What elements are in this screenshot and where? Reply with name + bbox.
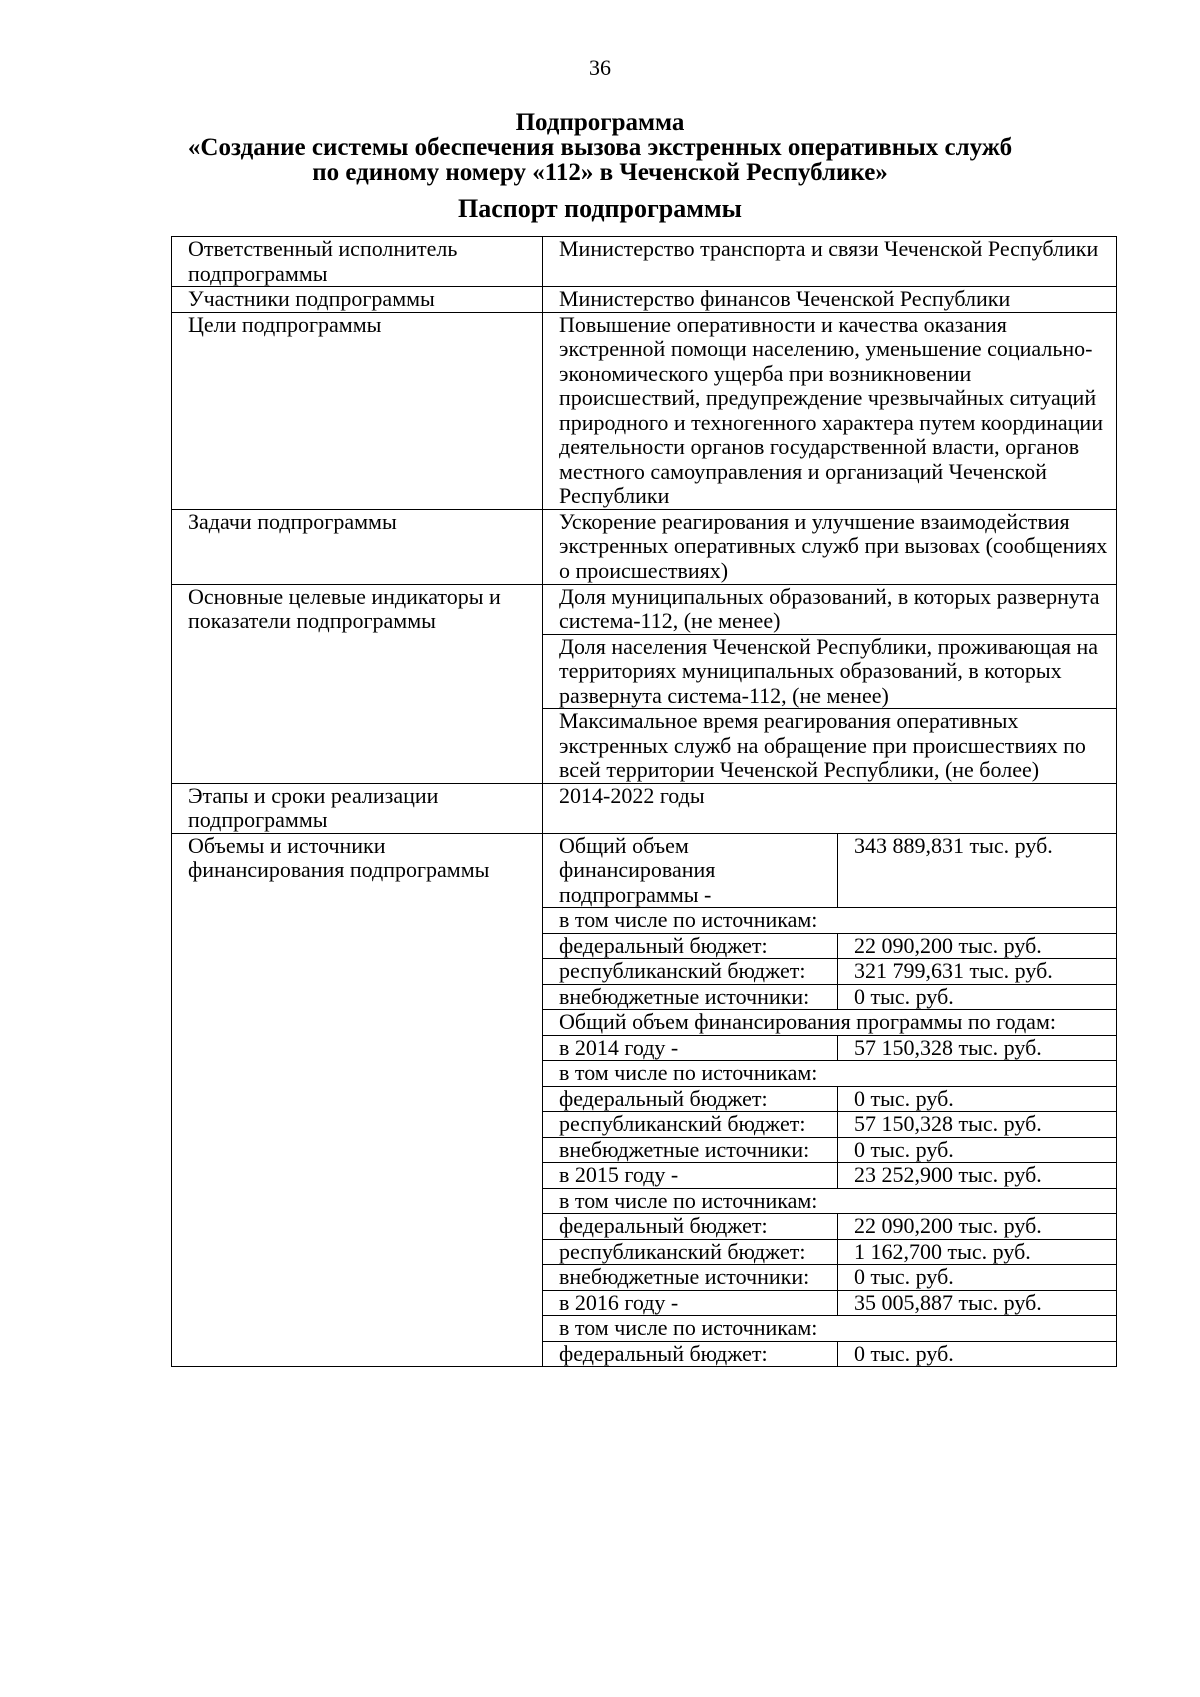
- funding-table: [543, 834, 1116, 1367]
- fin-2016-value: 35 005,887 тыс. руб.: [838, 1290, 1117, 1316]
- fin-row: [543, 1035, 1116, 1061]
- fin-2015-label: в 2015 году -: [543, 1163, 838, 1189]
- row-goals: [172, 312, 1117, 509]
- stages-label: Этапы и сроки реализации подпрограммы: [172, 783, 543, 833]
- fin-row: [543, 1214, 1116, 1240]
- fin-2014-federal-value: 0 тыс. руб.: [838, 1086, 1117, 1112]
- tasks-value: Ускорение реагирования и улучшение взаимодействия экстренных оперативных служб при вызовах (сообщениях о происшествиях): [543, 509, 1117, 584]
- fin-row: [543, 1010, 1116, 1036]
- goals-value: Повышение оперативности и качества оказания экстренной помощи населению, уменьшение социально-экономического ущерба при возникновении происшествий, предупреждение чрезвычайных ситуаций природного и техногенного характера путем координации деятельности органов государственной власти, органов местного самоуправления и организаций Чеченской Республики: [543, 312, 1117, 509]
- fin-2014-federal-label: федеральный бюджет:: [543, 1086, 838, 1112]
- fin-row: [543, 984, 1116, 1010]
- fin-row: [543, 1316, 1116, 1342]
- fin-by-years: Общий объем финансирования программы по годам:: [543, 1010, 1116, 1036]
- row-funding: [172, 833, 1117, 1367]
- row-indicators: [172, 584, 1117, 634]
- fin-2014-republic-value: 57 150,328 тыс. руб.: [838, 1112, 1117, 1138]
- indicator-item: Максимальное время реагирования оперативных экстренных служб на обращение при происшествиях по всей территории Чеченской Республики, (не более): [543, 709, 1117, 784]
- fin-2015-value: 23 252,900 тыс. руб.: [838, 1163, 1117, 1189]
- tasks-label: Задачи подпрограммы: [172, 509, 543, 584]
- fin-2015-republic-value: 1 162,700 тыс. руб.: [838, 1239, 1117, 1265]
- row-participants: [172, 287, 1117, 313]
- fin-row: [543, 834, 1116, 908]
- executor-value: Министерство транспорта и связи Чеченской Республики: [543, 237, 1117, 287]
- fin-2016-federal-value: 0 тыс. руб.: [838, 1341, 1117, 1366]
- fin-2015-federal-value: 22 090,200 тыс. руб.: [838, 1214, 1117, 1240]
- fin-republic-value: 321 799,631 тыс. руб.: [838, 959, 1117, 985]
- fin-2015-offbudget-value: 0 тыс. руб.: [838, 1265, 1117, 1291]
- fin-row: [543, 1290, 1116, 1316]
- fin-row: [543, 908, 1116, 934]
- fin-2014-label: в 2014 году -: [543, 1035, 838, 1061]
- fin-federal-label: федеральный бюджет:: [543, 933, 838, 959]
- fin-row: [543, 1239, 1116, 1265]
- fin-2016-by-sources: в том числе по источникам:: [543, 1316, 1116, 1342]
- fin-2014-offbudget-value: 0 тыс. руб.: [838, 1137, 1117, 1163]
- page-number: 36: [589, 55, 611, 80]
- fin-2014-republic-label: республиканский бюджет:: [543, 1112, 838, 1138]
- fin-2016-federal-label: федеральный бюджет:: [543, 1341, 838, 1366]
- fin-offbudget-label: внебюджетные источники:: [543, 984, 838, 1010]
- fin-row: [543, 1112, 1116, 1138]
- fin-2014-by-sources: в том числе по источникам:: [543, 1061, 1116, 1087]
- indicators-label: Основные целевые индикаторы и показатели подпрограммы: [172, 584, 543, 783]
- fin-total-label: Общий объем финансирования подпрограммы -: [543, 834, 838, 908]
- fin-2014-value: 57 150,328 тыс. руб.: [838, 1035, 1117, 1061]
- fin-republic-label: республиканский бюджет:: [543, 959, 838, 985]
- executor-label: Ответственный исполнитель подпрограммы: [172, 237, 543, 287]
- fin-2015-republic-label: республиканский бюджет:: [543, 1239, 838, 1265]
- fin-2015-offbudget-label: внебюджетные источники:: [543, 1265, 838, 1291]
- indicator-item: Доля муниципальных образований, в которых развернута система-112, (не менее): [543, 584, 1117, 634]
- goals-label: Цели подпрограммы: [172, 312, 543, 509]
- fin-total-value: 343 889,831 тыс. руб.: [838, 834, 1117, 908]
- row-stages: [172, 783, 1117, 833]
- fin-2015-federal-label: федеральный бюджет:: [543, 1214, 838, 1240]
- fin-2016-label: в 2016 году -: [543, 1290, 838, 1316]
- passport-table: [171, 236, 1117, 1367]
- participants-label: Участники подпрограммы: [172, 287, 543, 313]
- fin-row: [543, 959, 1116, 985]
- row-tasks: [172, 509, 1117, 584]
- fin-offbudget-value: 0 тыс. руб.: [838, 984, 1117, 1010]
- fin-row: [543, 933, 1116, 959]
- fin-row: [543, 1265, 1116, 1291]
- fin-2014-offbudget-label: внебюджетные источники:: [543, 1137, 838, 1163]
- participants-value: Министерство финансов Чеченской Республики: [543, 287, 1117, 313]
- heading-line-2: «Создание системы обеспечения вызова экстренных оперативных служб: [187, 134, 1013, 161]
- fin-row: [543, 1188, 1116, 1214]
- fin-2015-by-sources: в том числе по источникам:: [543, 1188, 1116, 1214]
- fin-by-sources: в том числе по источникам:: [543, 908, 1116, 934]
- fin-federal-value: 22 090,200 тыс. руб.: [838, 933, 1117, 959]
- stages-value: 2014-2022 годы: [543, 783, 1117, 833]
- funding-label: Объемы и источники финансирования подпрограммы: [172, 833, 543, 1367]
- fin-row: [543, 1341, 1116, 1366]
- fin-row: [543, 1163, 1116, 1189]
- subprogram-heading: [0, 110, 1200, 185]
- funding-detail: [543, 833, 1117, 1367]
- fin-row: [543, 1137, 1116, 1163]
- indicator-item: Доля населения Чеченской Республики, проживающая на территориях муниципальных образований, в которых развернута система-112, (не менее): [543, 634, 1117, 709]
- fin-row: [543, 1086, 1116, 1112]
- fin-row: [543, 1061, 1116, 1087]
- row-executor: [172, 237, 1117, 287]
- heading-line-3: по единому номеру «112» в Чеченской Республике»: [312, 159, 888, 186]
- passport-title: Паспорт подпрограммы: [458, 194, 742, 223]
- heading-line-1: Подпрограмма: [515, 109, 685, 136]
